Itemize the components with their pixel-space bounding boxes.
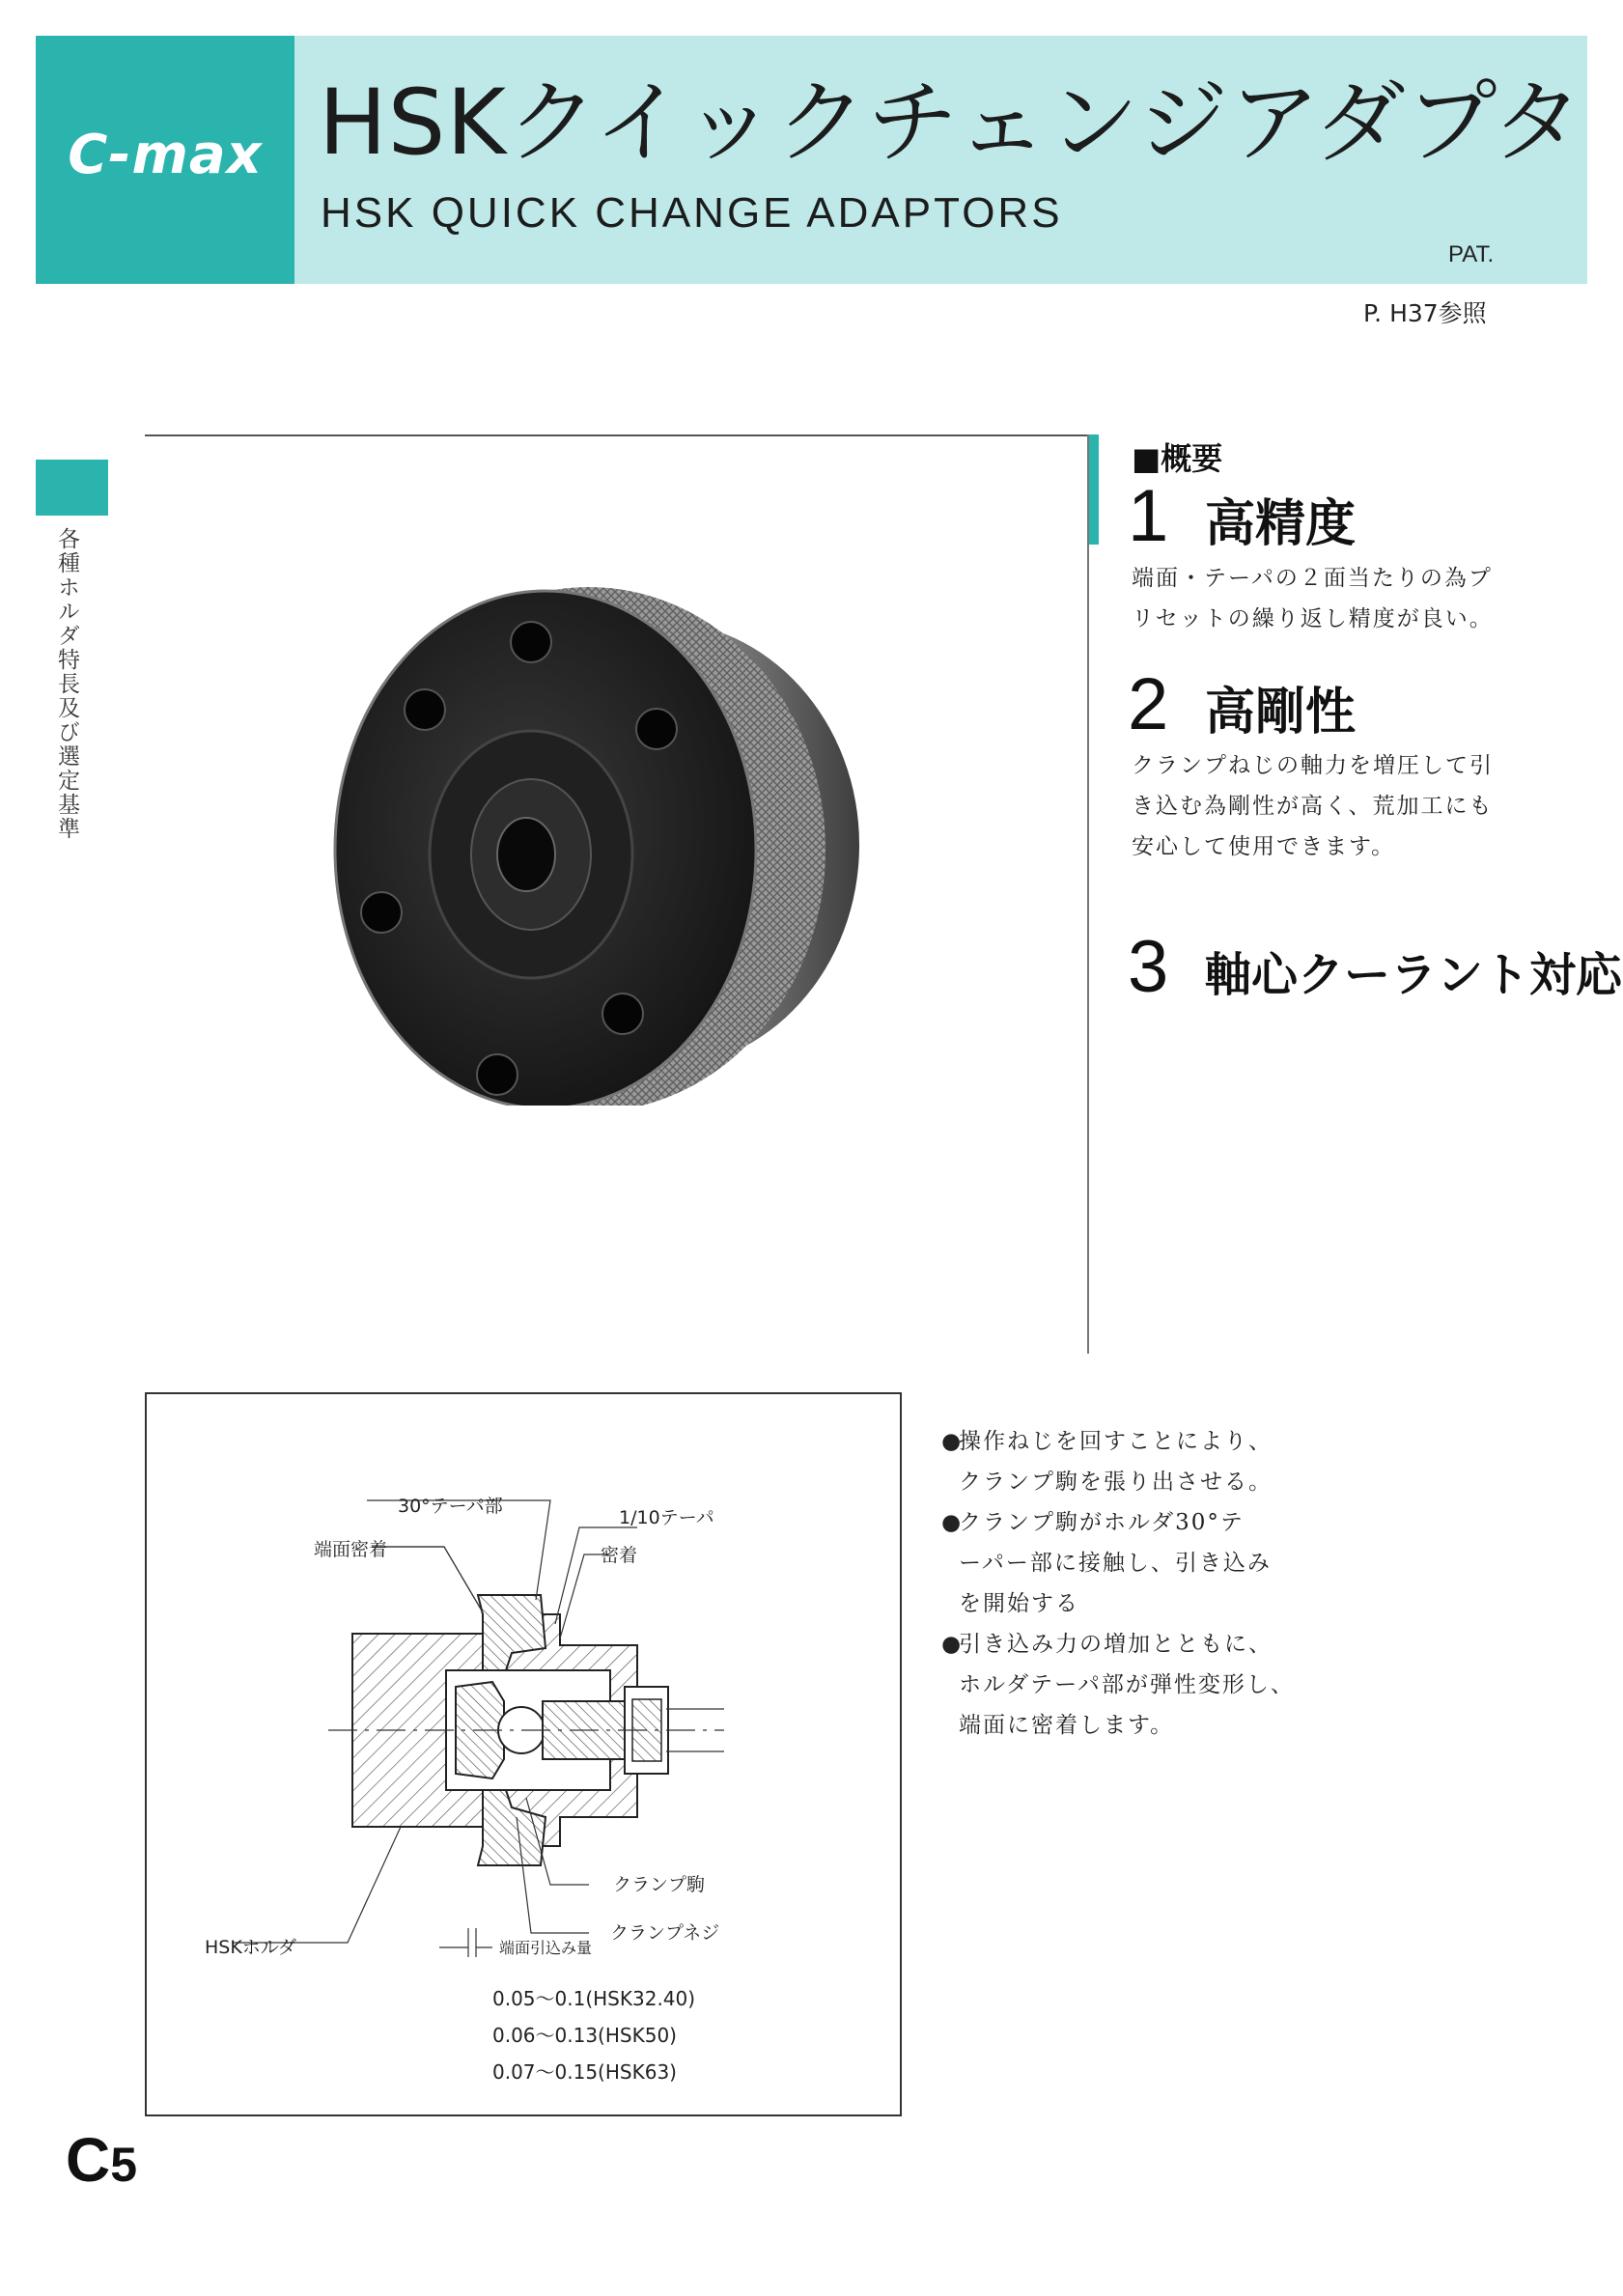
feature-1-description — [1132, 558, 1494, 639]
overview-heading: ■概要 — [1132, 440, 1223, 477]
bullet-item — [941, 1624, 1347, 1746]
bullet-line: 端面に密着します。 — [959, 1713, 1175, 1738]
feature-2-number: 2 — [1128, 663, 1169, 745]
feature-2-title: 高剛性 — [1205, 684, 1357, 742]
mechanism-bullets — [941, 1421, 1347, 1746]
bullet-line: ホルダテーパ部が弾性変形し、 — [959, 1672, 1295, 1697]
feature-2-desc-line: き込む為剛性が高く、荒加工にも — [1132, 794, 1494, 819]
bullet-line: ーパー部に接触し、引き込み — [959, 1551, 1272, 1576]
label-clamp-screw: クランプネジ — [610, 1922, 720, 1944]
patent-mark: PAT. — [1448, 241, 1495, 267]
bullet-line: クランプ駒がホルダ30°テ — [959, 1510, 1245, 1535]
brand-logo: C-max — [68, 124, 263, 186]
photo-right-rule — [1087, 434, 1089, 1354]
page-title-ja: HSKクイックチェンジアダプタ — [319, 70, 1584, 176]
label-pull-in-amount: 端面引込み量 — [499, 1939, 593, 1957]
pull-in-range-row: 0.06～0.13(HSK50) — [492, 2024, 677, 2047]
pull-in-range-row: 0.07～0.15(HSK63) — [492, 2060, 677, 2084]
bullet-item — [941, 1421, 1347, 1502]
feature-3-number: 3 — [1128, 926, 1169, 1008]
label-face-contact: 端面密着 — [314, 1539, 388, 1560]
label-hsk-holder: HSKホルダ — [205, 1937, 297, 1958]
bullet-dot-icon: ● — [941, 1510, 964, 1535]
page-title-en: HSK QUICK CHANGE ADAPTORS — [321, 189, 1063, 237]
bullet-dot-icon: ● — [941, 1632, 964, 1657]
bullet-item — [941, 1502, 1347, 1624]
feature-3-title: 軸心クーラント対応 — [1205, 948, 1623, 1002]
pull-in-range-row: 0.05～0.1(HSK32.40) — [492, 1987, 696, 2010]
feature-1-number: 1 — [1128, 475, 1169, 557]
feature-1-desc-line: リセットの繰り返し精度が良い。 — [1132, 606, 1494, 631]
label-30-taper: 30°テーパ部 — [398, 1496, 503, 1517]
bullet-line: クランプ駒を張り出させる。 — [959, 1470, 1273, 1495]
bullet-dot-icon: ● — [941, 1429, 964, 1454]
page-code — [66, 2124, 137, 2196]
photo-top-rule — [145, 434, 1089, 436]
label-1-10-taper: 1/10テーパ — [619, 1507, 714, 1528]
bullet-line: 引き込み力の増加とともに、 — [959, 1632, 1273, 1657]
feature-1-desc-line: 端面・テーパの２面当たりの為プ — [1132, 566, 1493, 591]
feature-2-desc-line: クランプねじの軸力を増圧して引 — [1132, 753, 1494, 778]
overview-accent-bar — [1089, 434, 1099, 545]
bullet-line: 操作ねじを回すことにより、 — [959, 1429, 1273, 1454]
page-code-number: 5 — [110, 2138, 138, 2192]
product-photo — [333, 565, 893, 1106]
side-tab-marker — [36, 460, 108, 516]
label-contact: 密着 — [601, 1545, 638, 1566]
side-tab-label: 各種ホルダ特長及び選定基準 — [54, 527, 79, 841]
page-reference: P. H37参照 — [1363, 299, 1487, 327]
bullet-line: を開始する — [959, 1591, 1079, 1616]
feature-1-title: 高精度 — [1205, 495, 1357, 553]
feature-2-description — [1132, 745, 1494, 867]
label-clamp-piece: クランプ駒 — [613, 1874, 706, 1895]
page-code-letter: C — [66, 2125, 111, 2195]
feature-2-desc-line: 安心して使用できます。 — [1132, 834, 1396, 859]
